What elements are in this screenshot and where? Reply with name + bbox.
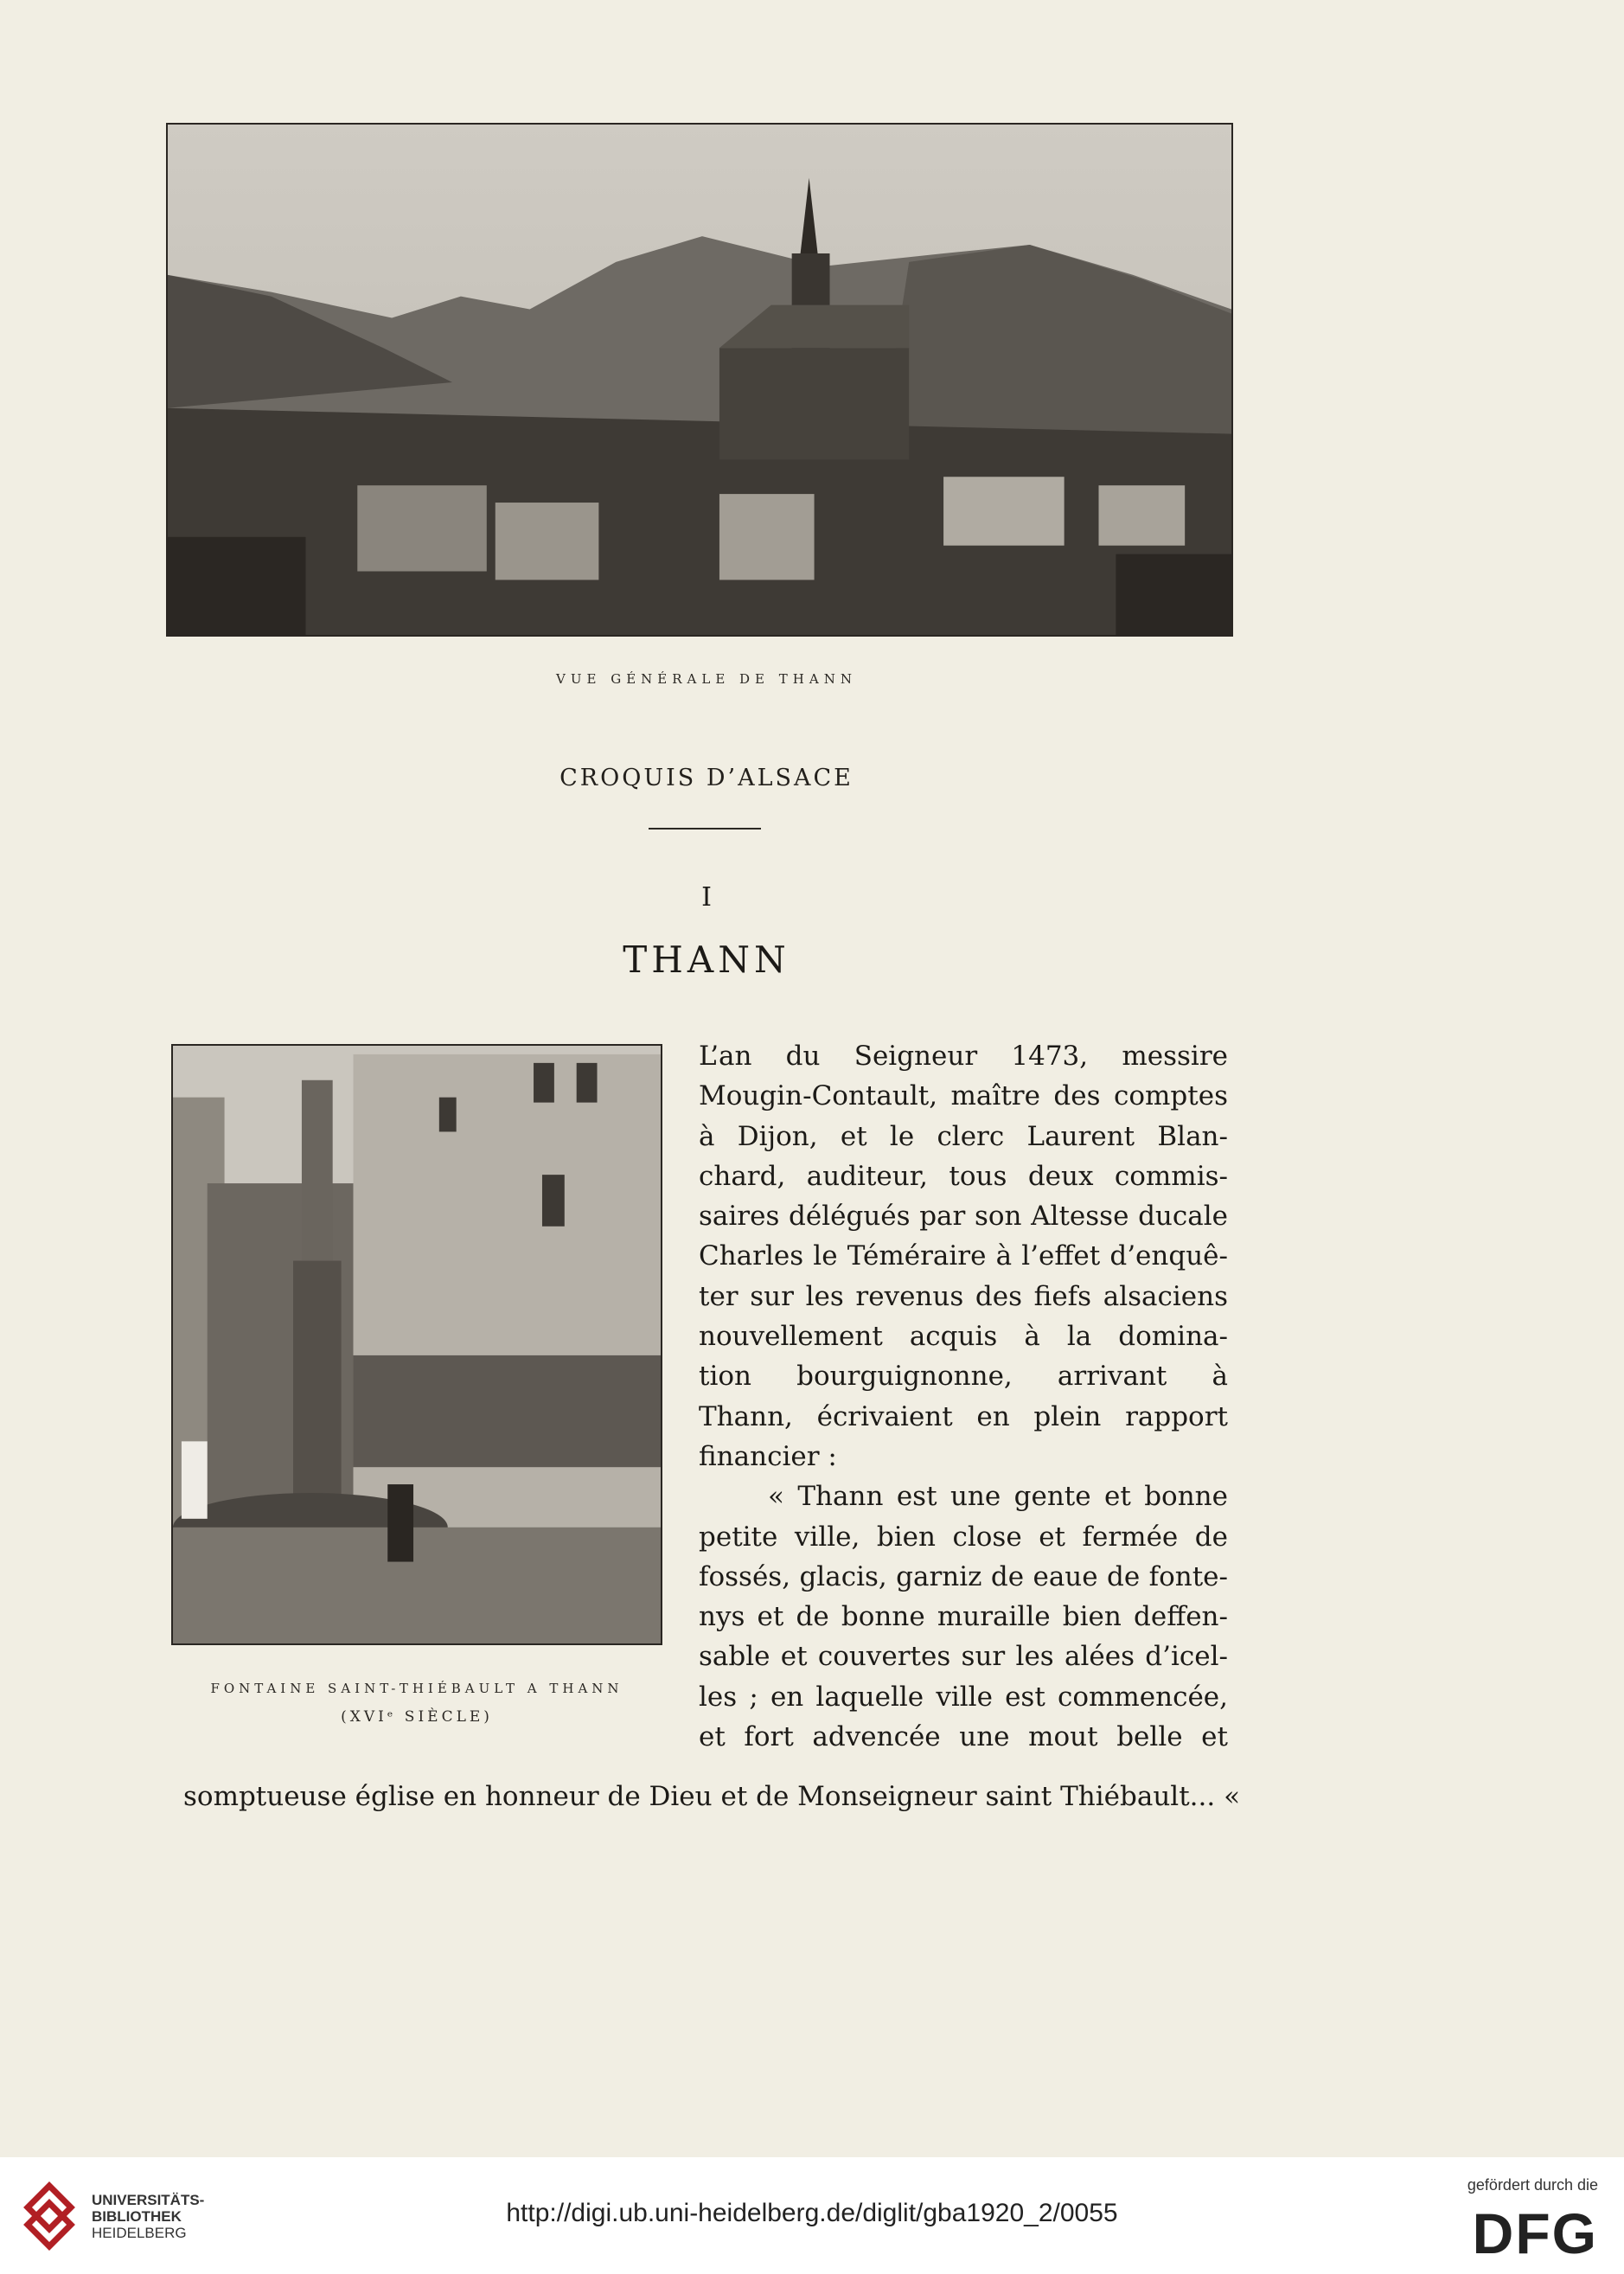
body-line: sable et couvertes sur les alées d’icel- [699,1641,1228,1673]
footer-bar [0,2157,1624,2274]
body-line: Charles le Téméraire à l’effet d’enquê- [699,1240,1228,1272]
body-line: fossés, glacis, garniz de eaue de fonte- [699,1560,1228,1592]
body-line: tion bourguignonne, arrivant à [699,1361,1228,1393]
library-line1: UNIVERSITÄTS- [92,2192,205,2208]
body-line: les ; en laquelle ville est commencée, [699,1681,1228,1713]
dfg-logo[interactable]: DFG [1472,2201,1598,2265]
body-line: Mougin-Contault, maître des comptes [699,1080,1228,1112]
body-line: Thann, écrivaient en plein rapport [699,1400,1228,1432]
fountain-caption-line1: FONTAINE SAINT-THIÉBAULT A THANN [210,1681,623,1696]
library-line2: BIBLIOTHEK [92,2208,182,2225]
chapter-number: I [701,882,712,913]
body-line: et fort advencée une mout belle et [699,1721,1228,1753]
body-line: saires délégués par son Altesse ducale [699,1201,1228,1233]
body-last-line: somptueuse église en honneur de Dieu et de Monseigneur saint Thiébault... « [183,1781,1241,1812]
body-line: financier : [699,1440,837,1472]
landscape-photo [166,123,1233,637]
funding-label: gefördert durch die [1467,2176,1598,2194]
top-photo-caption: VUE GÉNÉRALE DE THANN [556,671,857,687]
body-text [699,1036,1228,1757]
fountain-caption-line2: (XVIᵉ SIÈCLE) [341,1708,493,1726]
body-line: « Thann est une gente et bonne [768,1481,1228,1513]
body-line: à Dijon, et le clerc Laurent Blan- [699,1120,1228,1152]
divider-rule [649,828,761,830]
body-line: petite ville, bien close et fermée de [699,1521,1228,1553]
fountain-photo [171,1044,662,1645]
chapter-title: THANN [623,938,790,981]
body-line: chard, auditeur, tous deux commis- [699,1160,1228,1192]
body-line: L’an du Seigneur 1473, messire [699,1041,1228,1072]
body-line: nys et de bonne muraille bien deffen- [699,1601,1228,1633]
section-title: CROQUIS D’ALSACE [559,765,854,791]
body-line: nouvellement acquis à la domina- [699,1321,1228,1353]
permalink-url[interactable]: http://digi.ub.uni-heidelberg.de/diglit/gba1920_2/0055 [506,2199,1118,2227]
library-line3: HEIDELBERG [92,2225,187,2241]
body-line: ter sur les revenus des fiefs alsaciens [699,1280,1228,1312]
